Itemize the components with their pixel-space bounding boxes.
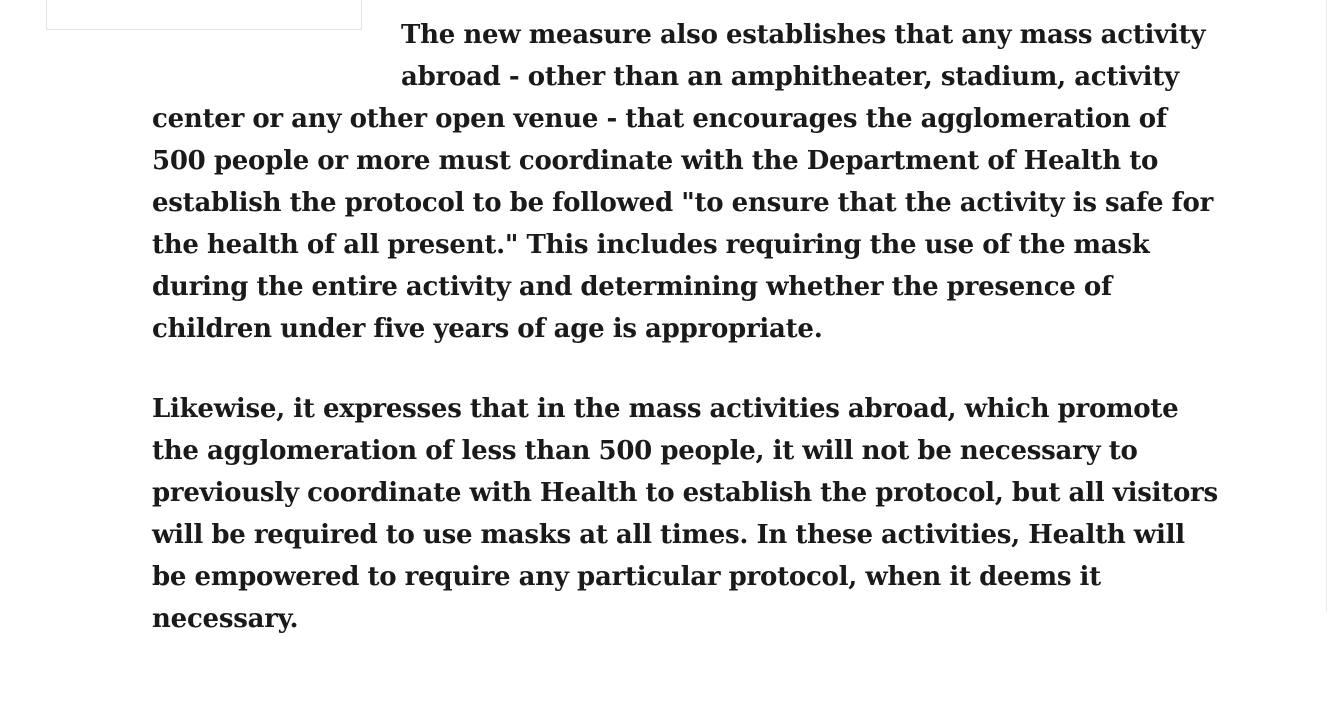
scrollbar-track[interactable]	[1326, 0, 1334, 612]
paragraph-2: Likewise, it expresses that in the mass activities abroad, which promote the agglomeration of less than 500 people, it will not be necessary to previously coordinate with Health to establish the protocol, but all visitors will be required to use masks at all times. In these activities, Health will be empowered to require any particular protocol, when it deems it necessary.	[152, 394, 1218, 634]
paragraph-1-text: The new measure also establishes that any mass activity abroad - other than an amphitheater, stadium, activity center or any other open venue - that encourages the agglomeration of 500 people or more must coordinate with the Department of Health to establish the protocol to be followed "to ensure that the activity is safe for the health of all present." This includes requiring the use of the mask during the entire activity and determining whether the presence of children under five years of age is appropriate.	[152, 20, 1214, 344]
article-body	[152, 14, 1222, 640]
paragraph-1	[152, 14, 1222, 350]
float-spacer	[152, 14, 401, 98]
